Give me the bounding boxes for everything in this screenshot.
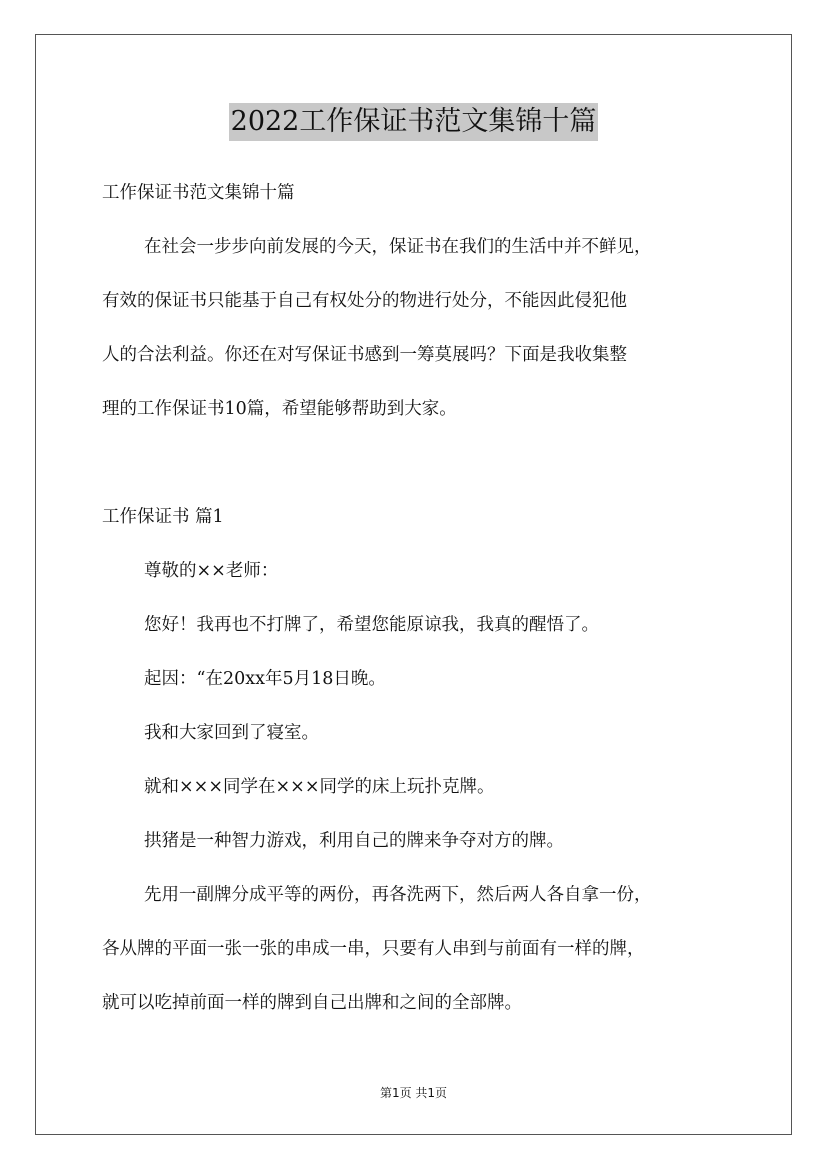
page-footer: 第1页 共1页 <box>379 1086 448 1100</box>
intro-line: 有效的保证书只能基于自己有权处分的物进行处分，不能因此侵犯他 <box>102 291 627 311</box>
title-container <box>0 103 827 141</box>
body-line: 各从牌的平面一张一张的串成一串，只要有人串到与前面有一样的牌， <box>102 939 645 959</box>
document-subtitle: 工作保证书范文集锦十篇 <box>102 183 295 203</box>
body-line: 就和×××同学在×××同学的床上玩扑克牌。 <box>144 777 495 797</box>
body-line: 就可以吃掉前面一样的牌到自己出牌和之间的全部牌。 <box>102 993 522 1013</box>
section-heading: 工作保证书 篇1 <box>102 507 224 527</box>
body-line: 拱猪是一种智力游戏，利用自己的牌来争夺对方的牌。 <box>144 831 564 851</box>
intro-line: 人的合法利益。你还在对写保证书感到一筹莫展吗？下面是我收集整 <box>102 345 627 365</box>
body-line: 先用一副牌分成平等的两份，再各洗两下，然后两人各自拿一份， <box>144 885 652 905</box>
intro-line: 理的工作保证书10篇，希望能够帮助到大家。 <box>102 399 457 419</box>
body-line: 起因：“在20xx年5月18日晚。 <box>144 669 386 689</box>
intro-line: 在社会一步步向前发展的今天，保证书在我们的生活中并不鲜见， <box>144 237 652 257</box>
body-line: 尊敬的××老师： <box>144 561 279 581</box>
body-line: 我和大家回到了寝室。 <box>144 723 319 743</box>
document-title: 2022工作保证书范文集锦十篇 <box>229 103 599 141</box>
body-line: 您好！我再也不打牌了，希望您能原谅我，我真的醒悟了。 <box>144 615 599 635</box>
